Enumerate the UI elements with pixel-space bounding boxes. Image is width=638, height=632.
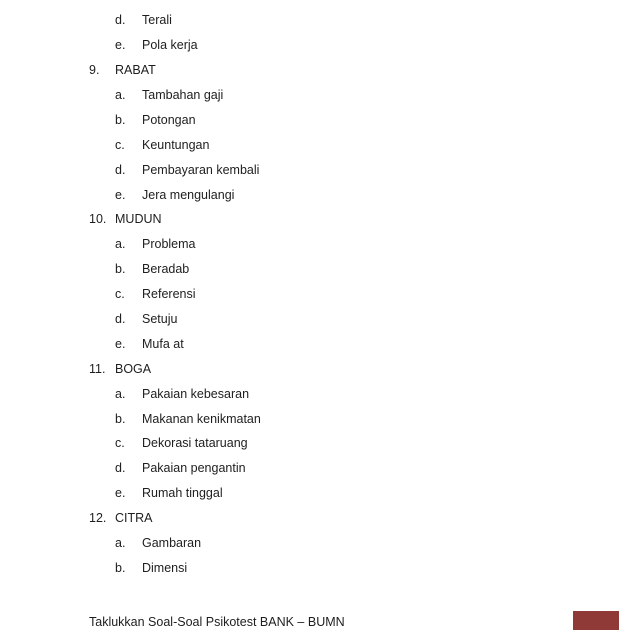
option-letter: b. (115, 262, 126, 276)
option-letter: c. (115, 287, 125, 301)
question-number: 12. (89, 511, 107, 525)
option-text: Setuju (142, 312, 178, 326)
option-text: Dimensi (142, 561, 188, 575)
option-letter: b. (115, 113, 126, 127)
question-word: CITRA (115, 511, 153, 525)
option-letter: e. (115, 486, 126, 500)
option-letter: b. (115, 561, 126, 575)
question-number: 10. (89, 212, 107, 226)
option-text: Makanan kenikmatan (142, 412, 261, 426)
option-text: Tambahan gaji (142, 88, 224, 102)
option-text: Jera mengulangi (142, 188, 235, 202)
option-text: Beradab (142, 262, 190, 276)
option-letter: a. (115, 237, 126, 251)
option-letter: d. (115, 461, 126, 475)
option-text: Dekorasi tataruang (142, 436, 248, 450)
option-letter: e. (115, 337, 126, 351)
option-text: Mufa at (142, 337, 184, 351)
option-text: Pembayaran kembali (142, 163, 260, 177)
footer-page-marker (573, 611, 619, 630)
option-text: Potongan (142, 113, 196, 127)
option-text: Terali (142, 13, 172, 27)
option-letter: c. (115, 138, 125, 152)
question-number: 9. (89, 63, 100, 77)
option-letter: d. (115, 312, 126, 326)
option-text: Pakaian kebesaran (142, 387, 250, 401)
option-letter: b. (115, 412, 126, 426)
option-text: Pola kerja (142, 38, 198, 52)
option-letter: e. (115, 38, 126, 52)
option-letter: e. (115, 188, 126, 202)
option-text: Keuntungan (142, 138, 210, 152)
option-letter: a. (115, 536, 126, 550)
option-text: Gambaran (142, 536, 202, 550)
question-word: RABAT (115, 63, 156, 77)
option-letter: c. (115, 436, 125, 450)
question-word: MUDUN (115, 212, 162, 226)
option-text: Rumah tinggal (142, 486, 223, 500)
option-text: Problema (142, 237, 196, 251)
option-letter: d. (115, 163, 126, 177)
option-letter: d. (115, 13, 126, 27)
question-number: 11. (89, 362, 106, 376)
option-text: Referensi (142, 287, 196, 301)
option-text: Pakaian pengantin (142, 461, 246, 475)
question-word: BOGA (115, 362, 152, 376)
footer-title: Taklukkan Soal-Soal Psikotest BANK – BUMN (89, 615, 345, 629)
option-letter: a. (115, 387, 126, 401)
option-letter: a. (115, 88, 126, 102)
